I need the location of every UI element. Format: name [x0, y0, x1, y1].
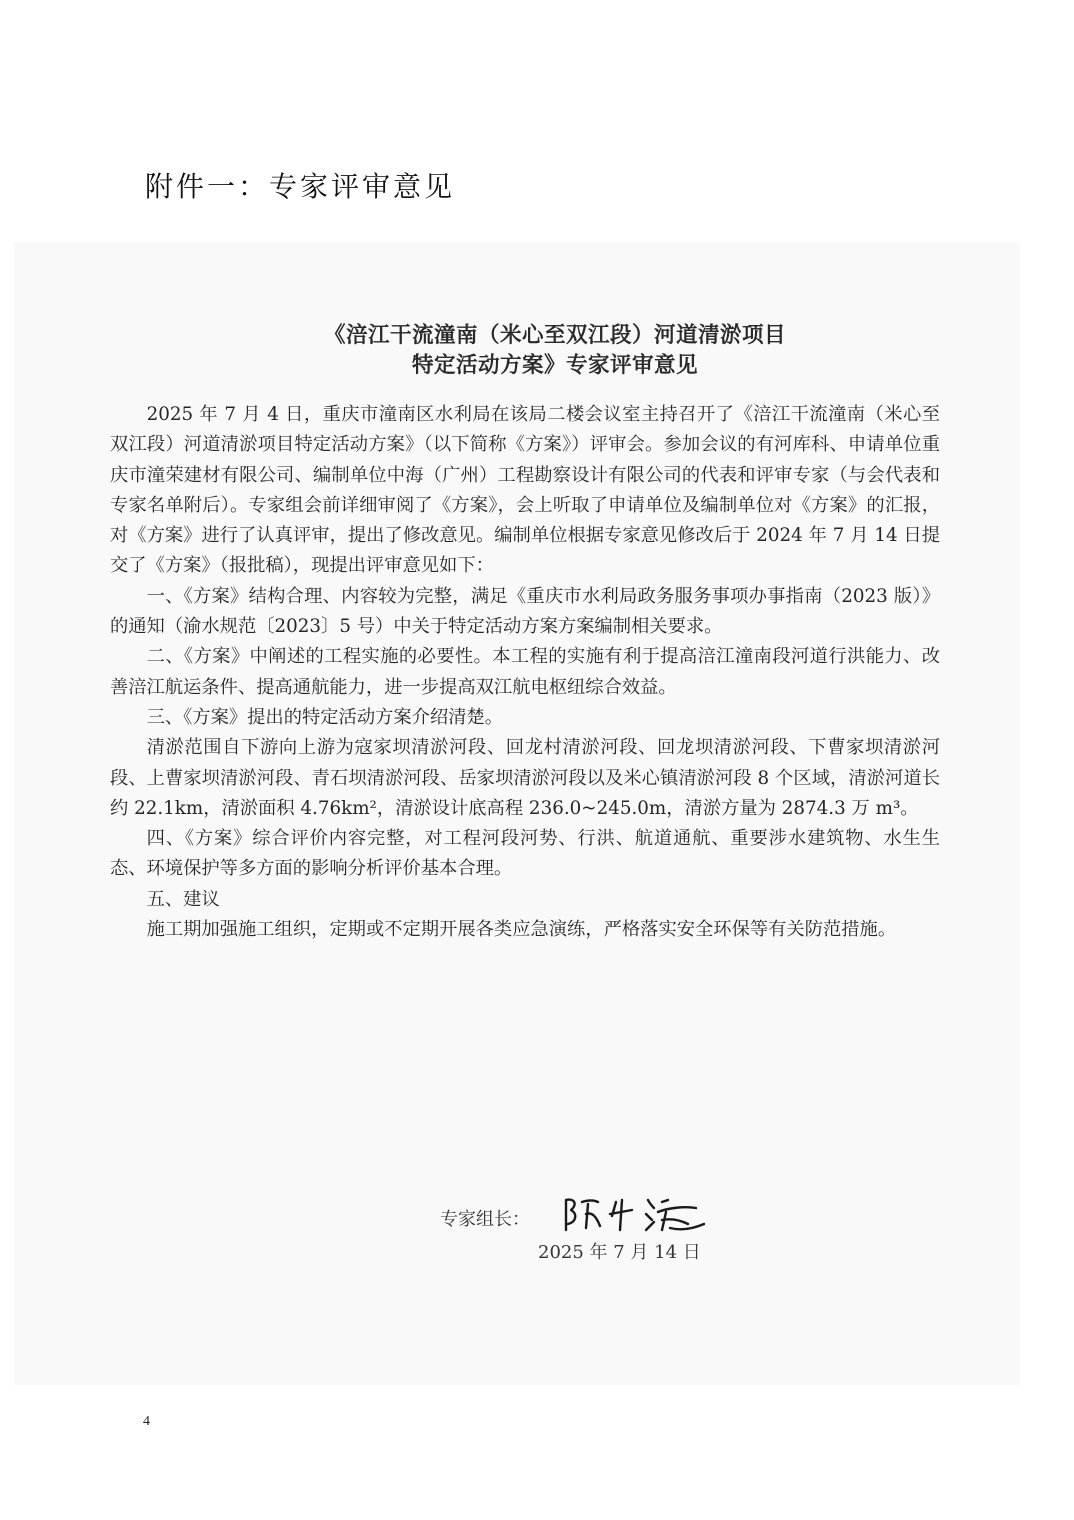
- paragraph-opinion-2: 二、《方案》中阐述的工程实施的必要性。本工程的实施有利于提高涪江潼南段河道行洪能力、改善涪江航运条件、提高通航能力，进一步提高双江航电枢纽综合效益。: [110, 646, 940, 698]
- review-body: [110, 400, 940, 945]
- paragraph-opinion-1: 一、《方案》结构合理、内容较为完整，满足《重庆市水利局政务服务事项办事指南（2023 版）》的通知（渝水规范〔2023〕5 号）中关于特定活动方案方案编制相关要求。: [110, 585, 940, 638]
- paragraph-opinion-3: 三、《方案》提出的特定活动方案介绍清楚。: [146, 706, 504, 728]
- signature-block: [440, 1195, 760, 1235]
- paragraph-intro: 2025 年 7 月 4 日，重庆市潼南区水利局在该局二楼会议室主持召开了《涪江干流潼南（米心至双江段）河道清淤项目特定活动方案》（以下简称《方案》）评审会。参加会议的有河库科、申请单位重庆市潼荣建材有限公司、编制单位中海（广州）工程勘察设计有限公司的代表和评审专家（与会代表和专家名单附后）。专家组会前详细审阅了《方案》，会上听取了申请单位及编制单位对《方案》的汇报，对《方案》进行了认真评审，提出了修改意见。编制单位根据专家意见修改后于 2024 年 7 月 14 日提交了《方案》（报批稿），现提出评审意见如下：: [110, 404, 940, 577]
- paragraph-suggestion-heading: 五、建议: [146, 888, 220, 910]
- paragraph-opinion-4: 四、《方案》综合评价内容完整，对工程河段河势、行洪、航道通航、重要涉水建筑物、水生生态、环境保护等多方面的影响分析评价基本合理。: [110, 828, 940, 880]
- paragraph-suggestion: 施工期加强施工组织，定期或不定期开展各类应急演练，严格落实安全环保等有关防范措施。: [146, 919, 897, 941]
- document-title-line-2: 特定活动方案》专家评审意见: [411, 353, 698, 378]
- handwritten-signature: [558, 1190, 718, 1238]
- signature-label: 专家组长：: [440, 1209, 530, 1230]
- signature-date: 2025 年 7 月 14 日: [538, 1242, 701, 1263]
- paragraph-dredging-scope: 清淤范围自下游向上游为寇家坝清淤河段、回龙村清淤河段、回龙坝清淤河段、下曹家坝清淤河段、上曹家坝清淤河段、青石坝清淤河段、岳家坝清淤河段以及米心镇清淤河段 8 个区域，清淤河道长约 22.1km，清淤面积 4.76km²，清淤设计底高程 236.0~245.0m，清淤方量为 2874.3 万 m³。: [110, 737, 940, 819]
- document-title-line-1: 《涪江干流潼南（米心至双江段）河道清淤项目: [323, 323, 786, 348]
- attachment-heading: 附件一：专家评审意见: [145, 170, 456, 203]
- page-number: 4: [143, 1414, 150, 1429]
